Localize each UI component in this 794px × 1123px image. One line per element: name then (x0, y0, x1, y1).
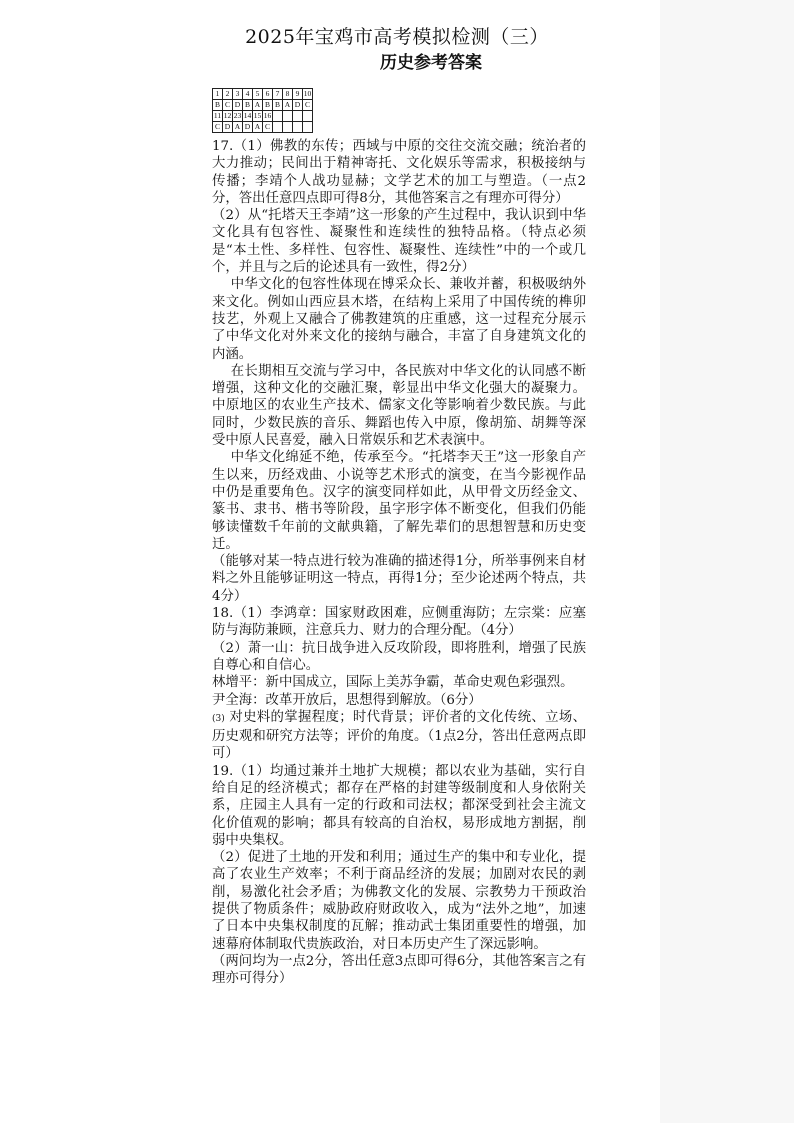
answer-key-cell: C (263, 122, 273, 133)
answer-paragraph (212, 692, 586, 709)
answer-key-cell: D (243, 122, 253, 133)
answer-key-cell: B (263, 100, 273, 111)
answer-key-cell: D (233, 100, 243, 111)
answer-key-cell: C (303, 100, 313, 111)
answer-text: 19.（1）均通过兼并土地扩大规模；都以农业为基础，实行自给自足的经济模式；都存在严格的封建等级制度和人身依附关系，庄园主人具有一定的行政和司法权；都深受到社会主流文化价值观的影响；都具有较高的自治权，易形成地方割据，削弱中央集权。 (212, 763, 586, 848)
answer-key-cell (303, 122, 313, 133)
answer-key-cell: 10 (303, 89, 312, 98)
answer-text: 林增平：新中国成立，国际上美苏争霸，革命史观色彩强烈。 (212, 675, 574, 691)
answer-key-cell (293, 122, 303, 133)
answer-paragraph (212, 207, 586, 276)
answer-key-cell: B (213, 100, 223, 111)
answer-key-cell: A (253, 122, 263, 133)
answer-key-cell: 7 (273, 89, 283, 100)
answer-text: 中华文化的包容性体现在博采众长、兼收并蓄，积极吸纳外来文化。例如山西应县木塔，在结构上采用了中国传统的榫卯技艺，外观上又融合了佛教建筑的庄重感，这一过程充分展示了中华文化对外来文化的接纳与融合，丰富了自身建筑文化的内涵。 (212, 277, 586, 362)
answer-key-cell (273, 111, 283, 122)
answer-key-cell: 9 (293, 89, 303, 100)
answer-paragraph (212, 138, 586, 207)
answer-text: （2）萧一山：抗日战争进入反攻阶段，即将胜利，增强了民族自尊心和自信心。 (212, 640, 586, 673)
answer-key-cell: C (223, 100, 233, 111)
answer-paragraph (212, 449, 586, 553)
answer-text: 对史料的掌握程度；时代背景；评价者的文化传统、立场、历史观和研究方法等；评价的角度。（1点2分，答出任意两点即可） (212, 709, 587, 762)
answer-paragraph (212, 763, 586, 849)
page-edge-shadow (660, 0, 794, 1123)
answer-text: （2）促进了土地的开发和利用；通过生产的集中和专业化，提高了农业生产效率；不利于商品经济的发展；加剧对农民的剥削，易激化社会矛盾；为佛教文化的发展、宗教势力干预政治提供了物质条件；威胁政府财政收入，成为“法外之地”，加速了日本中央集权制度的瓦解；推动武士集团重要性的增强，加速幕府体制取代贵族政治，对日本历史产生了深远影响。 (212, 850, 586, 952)
answer-key-cell: 6 (263, 89, 273, 100)
answer-paragraph (212, 849, 586, 953)
answer-paragraph (212, 276, 586, 362)
answer-text: 17.（1）佛教的东传；西域与中原的交往交流交融；统治者的大力推动；民间出于精神寄托、文化娱乐等需求，积极接纳与传播；李靖个人战功显赫；文学艺术的加工与塑造。（一点2分，答出任意四点即可得8分，其他答案言之有理亦可得分） (212, 139, 586, 206)
answer-key-cell (303, 111, 313, 122)
answer-key-cell: 23 (233, 111, 242, 120)
answer-key-cell: 15 (253, 111, 262, 120)
answer-key-cell: C (213, 122, 223, 133)
answer-key-cell: 5 (253, 89, 263, 100)
page-title: 2025年宝鸡市高考模拟检测（三） (245, 26, 549, 48)
answer-key-cell: 14 (243, 111, 252, 120)
answer-text: （2）从“托塔天王李靖”这一形象的产生过程中，我认识到中华文化具有包容性、凝聚性和连续性的独特品格。（特点必须是“本土性、多样性、包容性、凝聚性、连续性”中的一个或几个，并且与之后的论述具有一致性，得2分） (212, 208, 586, 276)
answer-text: 尹全海：改革开放后，思想得到解放。（6分） (212, 692, 482, 708)
answer-key-row (213, 122, 313, 133)
answer-key-cell: D (293, 100, 303, 111)
answer-paragraph (212, 709, 586, 763)
answer-key-cell: 1 (213, 89, 223, 100)
page-subtitle: 历史参考答案 (380, 53, 482, 73)
answer-paragraph (212, 605, 586, 640)
answer-key-cell: 11 (213, 111, 222, 120)
answer-text: （能够对某一特点进行较为准确的描述得1分，所举事例来自材料之外且能够证明这一特点，再得1分；至少论述两个特点，共4分） (212, 554, 586, 604)
answer-key-cell: 8 (283, 89, 293, 100)
answer-key-cell (283, 111, 293, 122)
answer-key-cell: B (243, 100, 253, 111)
answer-text: （两问均为一点2分，答出任意3点即可得6分，其他答案言之有理亦可得分） (212, 953, 586, 987)
answer-paragraph (212, 953, 586, 988)
answer-key-cell: A (283, 100, 293, 111)
answer-key-cell (283, 122, 293, 133)
answer-paragraph (212, 640, 586, 675)
answer-key-row (213, 111, 313, 122)
answer-key-cell: D (223, 122, 233, 133)
answer-content (212, 138, 586, 988)
answer-paragraph (212, 553, 586, 605)
answer-paragraph (212, 674, 586, 691)
answer-key-row (213, 89, 313, 100)
question-part-number: (3) (212, 713, 225, 724)
answer-key-cell: 2 (223, 89, 233, 100)
answer-paragraph (212, 363, 586, 449)
answer-key-table (212, 88, 313, 133)
answer-key-cell (273, 122, 283, 133)
answer-key-cell: 4 (243, 89, 253, 100)
answer-key-cell (293, 111, 303, 122)
answer-key-cell: B (273, 100, 283, 111)
answer-key-cell: 16 (263, 111, 272, 120)
answer-text: 在长期相互交流与学习中，各民族对中华文化的认同感不断增强，这种文化的交融汇聚，彰显出中华文化强大的凝聚力。中原地区的农业生产技术、儒家文化等影响着少数民族。与此同时，少数民族的音乐、舞蹈也传入中原，像胡笳、胡舞等深受中原人民喜爱，融入日常娱乐和艺术表演中。 (212, 363, 586, 449)
answer-key-cell: 3 (233, 89, 243, 100)
answer-key-cell: A (233, 122, 243, 133)
answer-key-cell: A (253, 100, 263, 111)
answer-text: 18.（1）李鸿章：国家财政困难，应侧重海防；左宗棠：应塞防与海防兼顾，注意兵力、财力的合理分配。（4分） (212, 606, 586, 639)
answer-key-cell: 12 (223, 111, 232, 120)
answer-text: 中华文化绵延不绝，传承至今。“托塔李天王”这一形象自产生以来，历经戏曲、小说等艺术形式的演变，在当今影视作品中仍是重要角色。汉字的演变同样如此，从甲骨文历经金文、篆书、隶书、楷书等阶段，虽字形字体不断变化，但我们仍能够读懂数千年前的文献典籍，了解先辈们的思想智慧和历史变迁。 (212, 450, 586, 552)
answer-key-row (213, 100, 313, 111)
